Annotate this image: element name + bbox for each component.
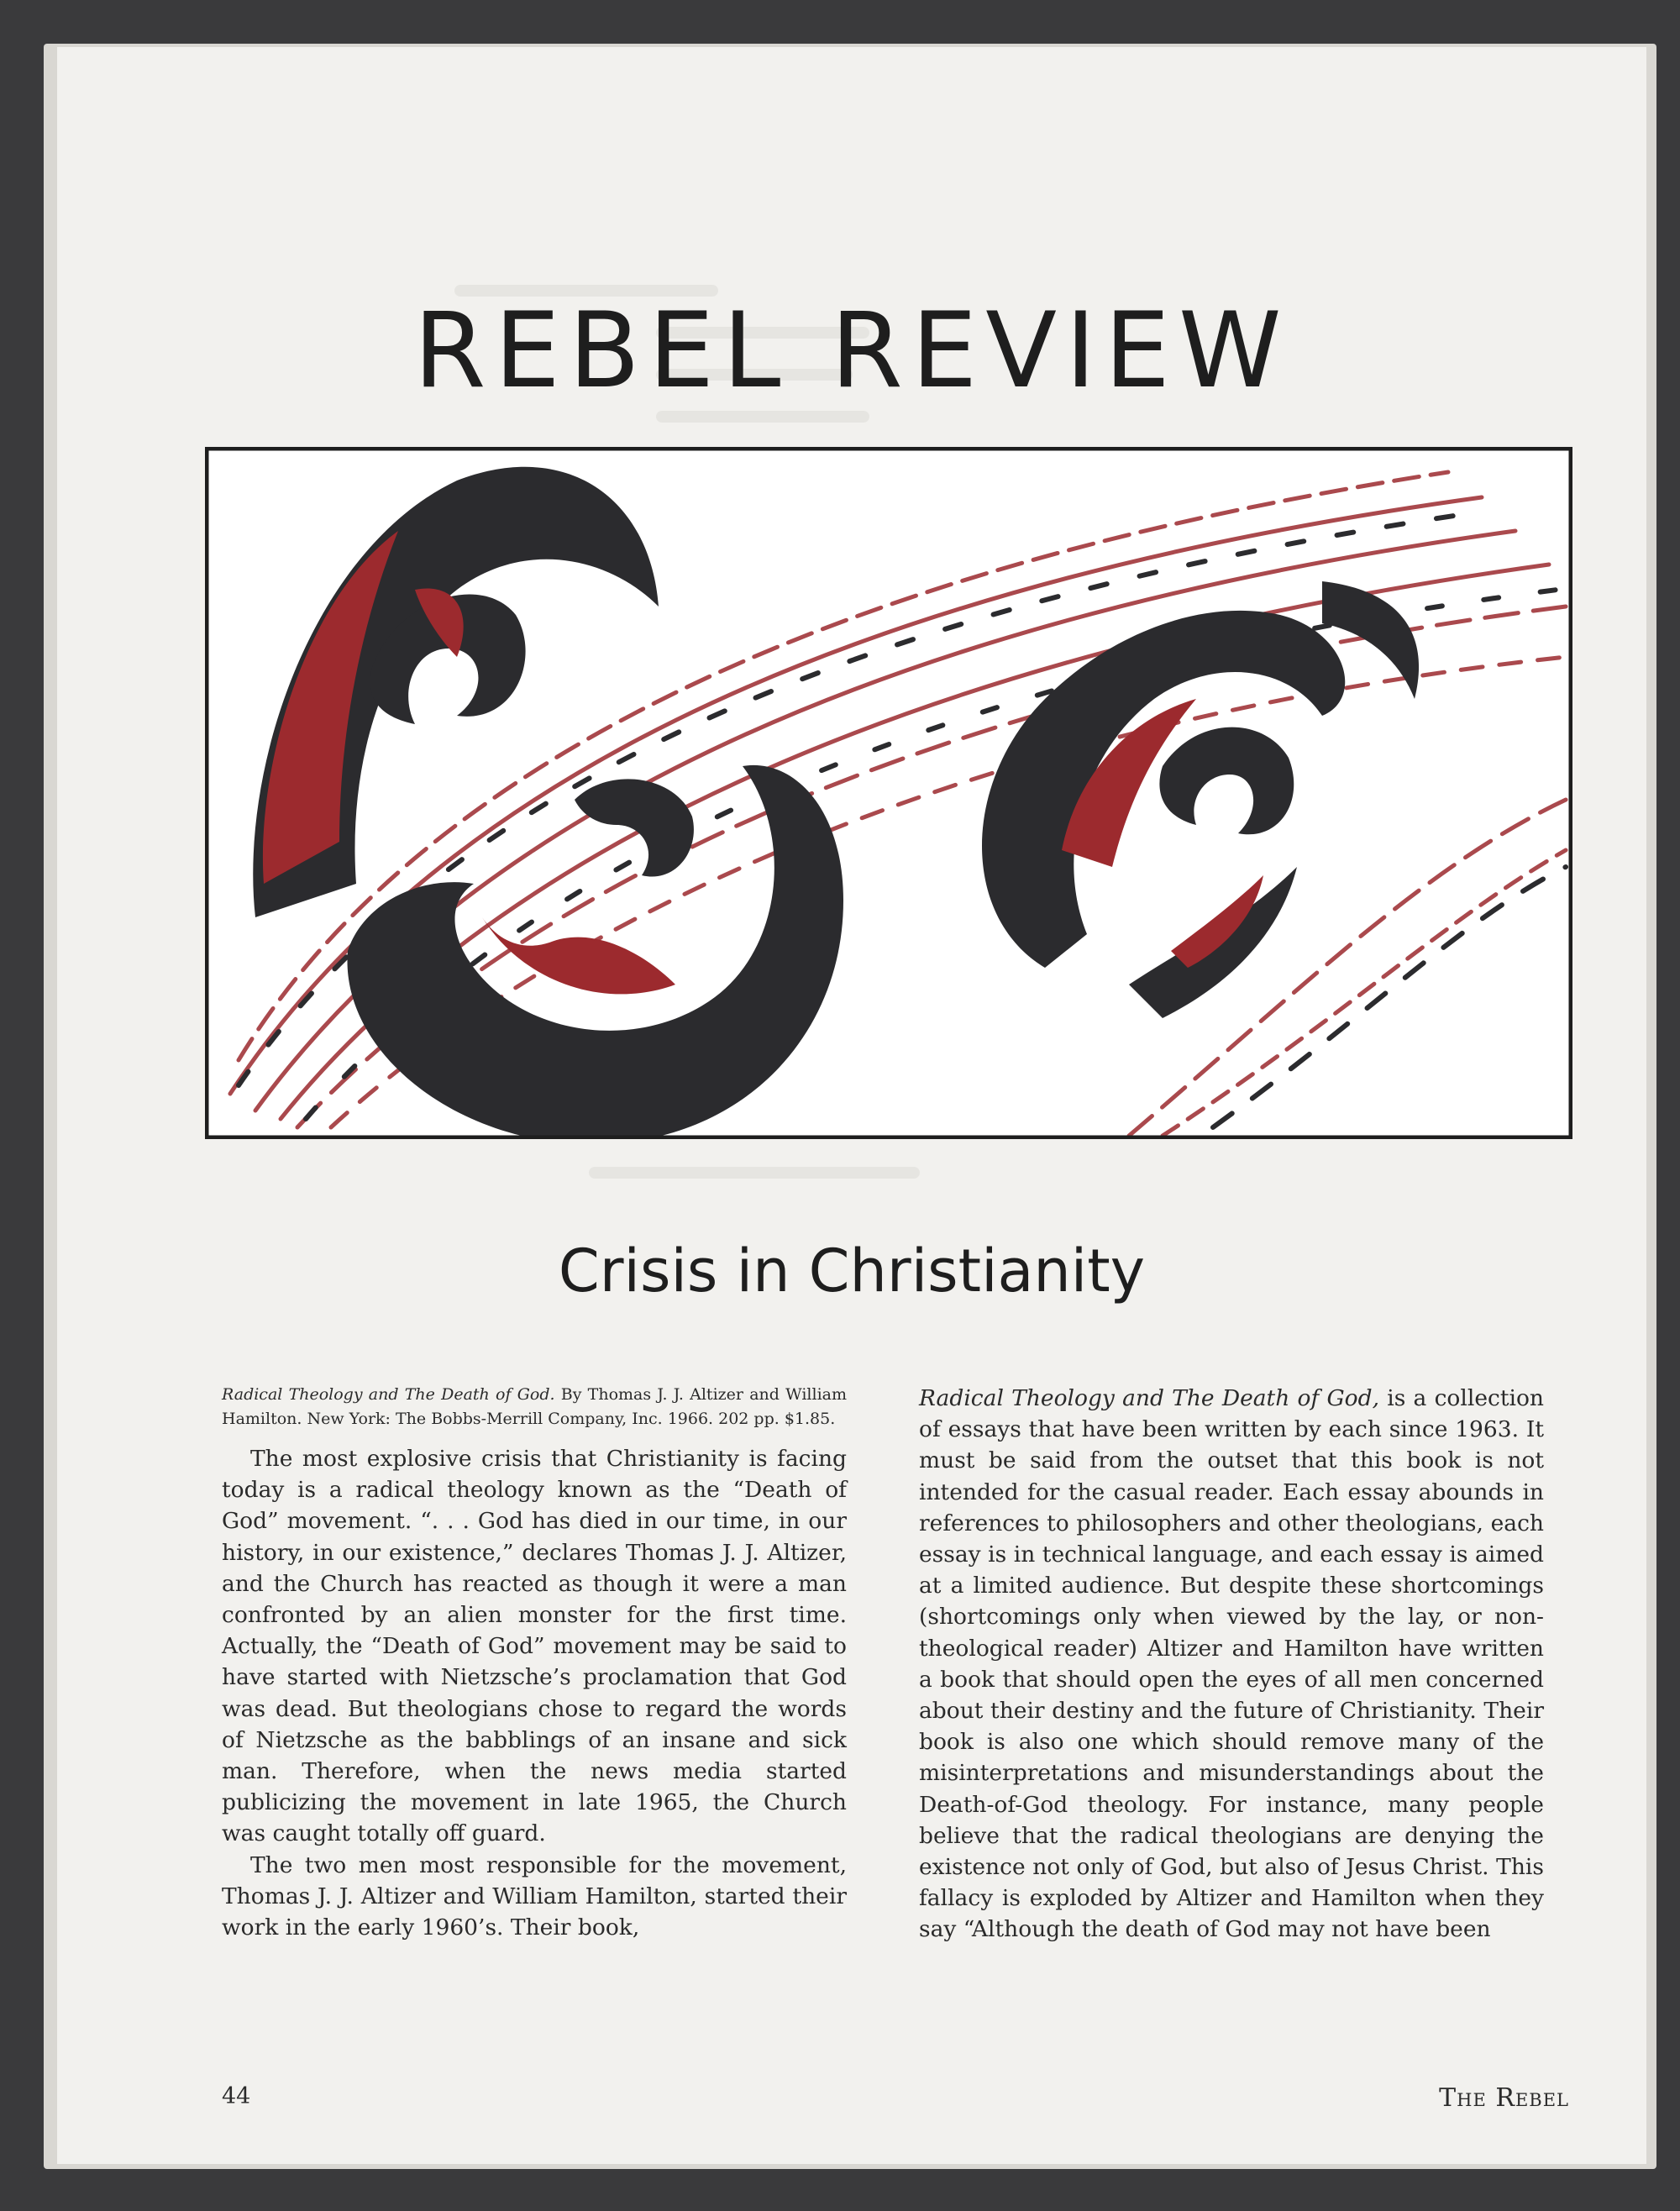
column-left bbox=[222, 1383, 847, 1943]
paragraph-text: is a collection of essays that have been written by each since 1963. It must be said from the outset that this book is not intended for the casual reader. Each essay abounds in references to philosophers and other theologians, each essay is in technical language, and each essay is aimed at a limited audience. But despite these shortcomings (shortcomings only when viewed by the lay, or non-theological reader) Altizer and Hamilton have written a book that should open the eyes of all men concerned about their destiny and the future of Christianity. Their book is also one which should remove many of the misinterpretations and misunderstandings about the Death-of-God theology. For instance, many people believe that the radical theologians are denying the existence not only of God, but also of Jesus Christ. This fallacy is exploded by Altizer and Hamilton when they say “Although the death of God may not have been bbox=[919, 1385, 1544, 1943]
paragraph: The most explosive crisis that Christianity is facing today is a radical theology known as the “Death of God” movement. “. . . God has died in our time, in our history, in our existence,” declares Thomas J. J. Altizer, and the Church has reacted as though it were a man confronted by an alien monster for the first time. Actually, the “Death of God” movement may be said to have started with Nietzsche’s proclamation that God was dead. But theologians chose to regard the words of Nietzsche as the babblings of an insane and sick man. Therefore, when the news media started publicizing the movement in late 1965, the Church was caught totally off guard. bbox=[222, 1446, 847, 1847]
magazine-name: The Rebel bbox=[1439, 2083, 1569, 2113]
citation-details: By Thomas J. J. Altizer and William Hamilton. New York: The Bobbs-Merrill Company, Inc. 1966. 202 pp. $1.85. bbox=[222, 1385, 847, 1428]
abstract-illustration bbox=[205, 447, 1572, 1139]
article-title: Crisis in Christianity bbox=[558, 1237, 1146, 1305]
citation-book-title: Radical Theology and The Death of God. bbox=[222, 1385, 555, 1404]
inline-book-title: Radical Theology and The Death of God, bbox=[919, 1385, 1380, 1411]
paragraph: The two men most responsible for the movement, Thomas J. J. Altizer and William Hamilton, started their work in the early 1960’s. Their book, bbox=[222, 1851, 847, 1941]
section-title: REBEL REVIEW bbox=[413, 291, 1290, 412]
magazine-page bbox=[57, 47, 1646, 2164]
paragraph bbox=[919, 1383, 1544, 1946]
column-right bbox=[919, 1383, 1544, 1946]
book-citation bbox=[222, 1383, 847, 1431]
page-number: 44 bbox=[222, 2083, 251, 2109]
